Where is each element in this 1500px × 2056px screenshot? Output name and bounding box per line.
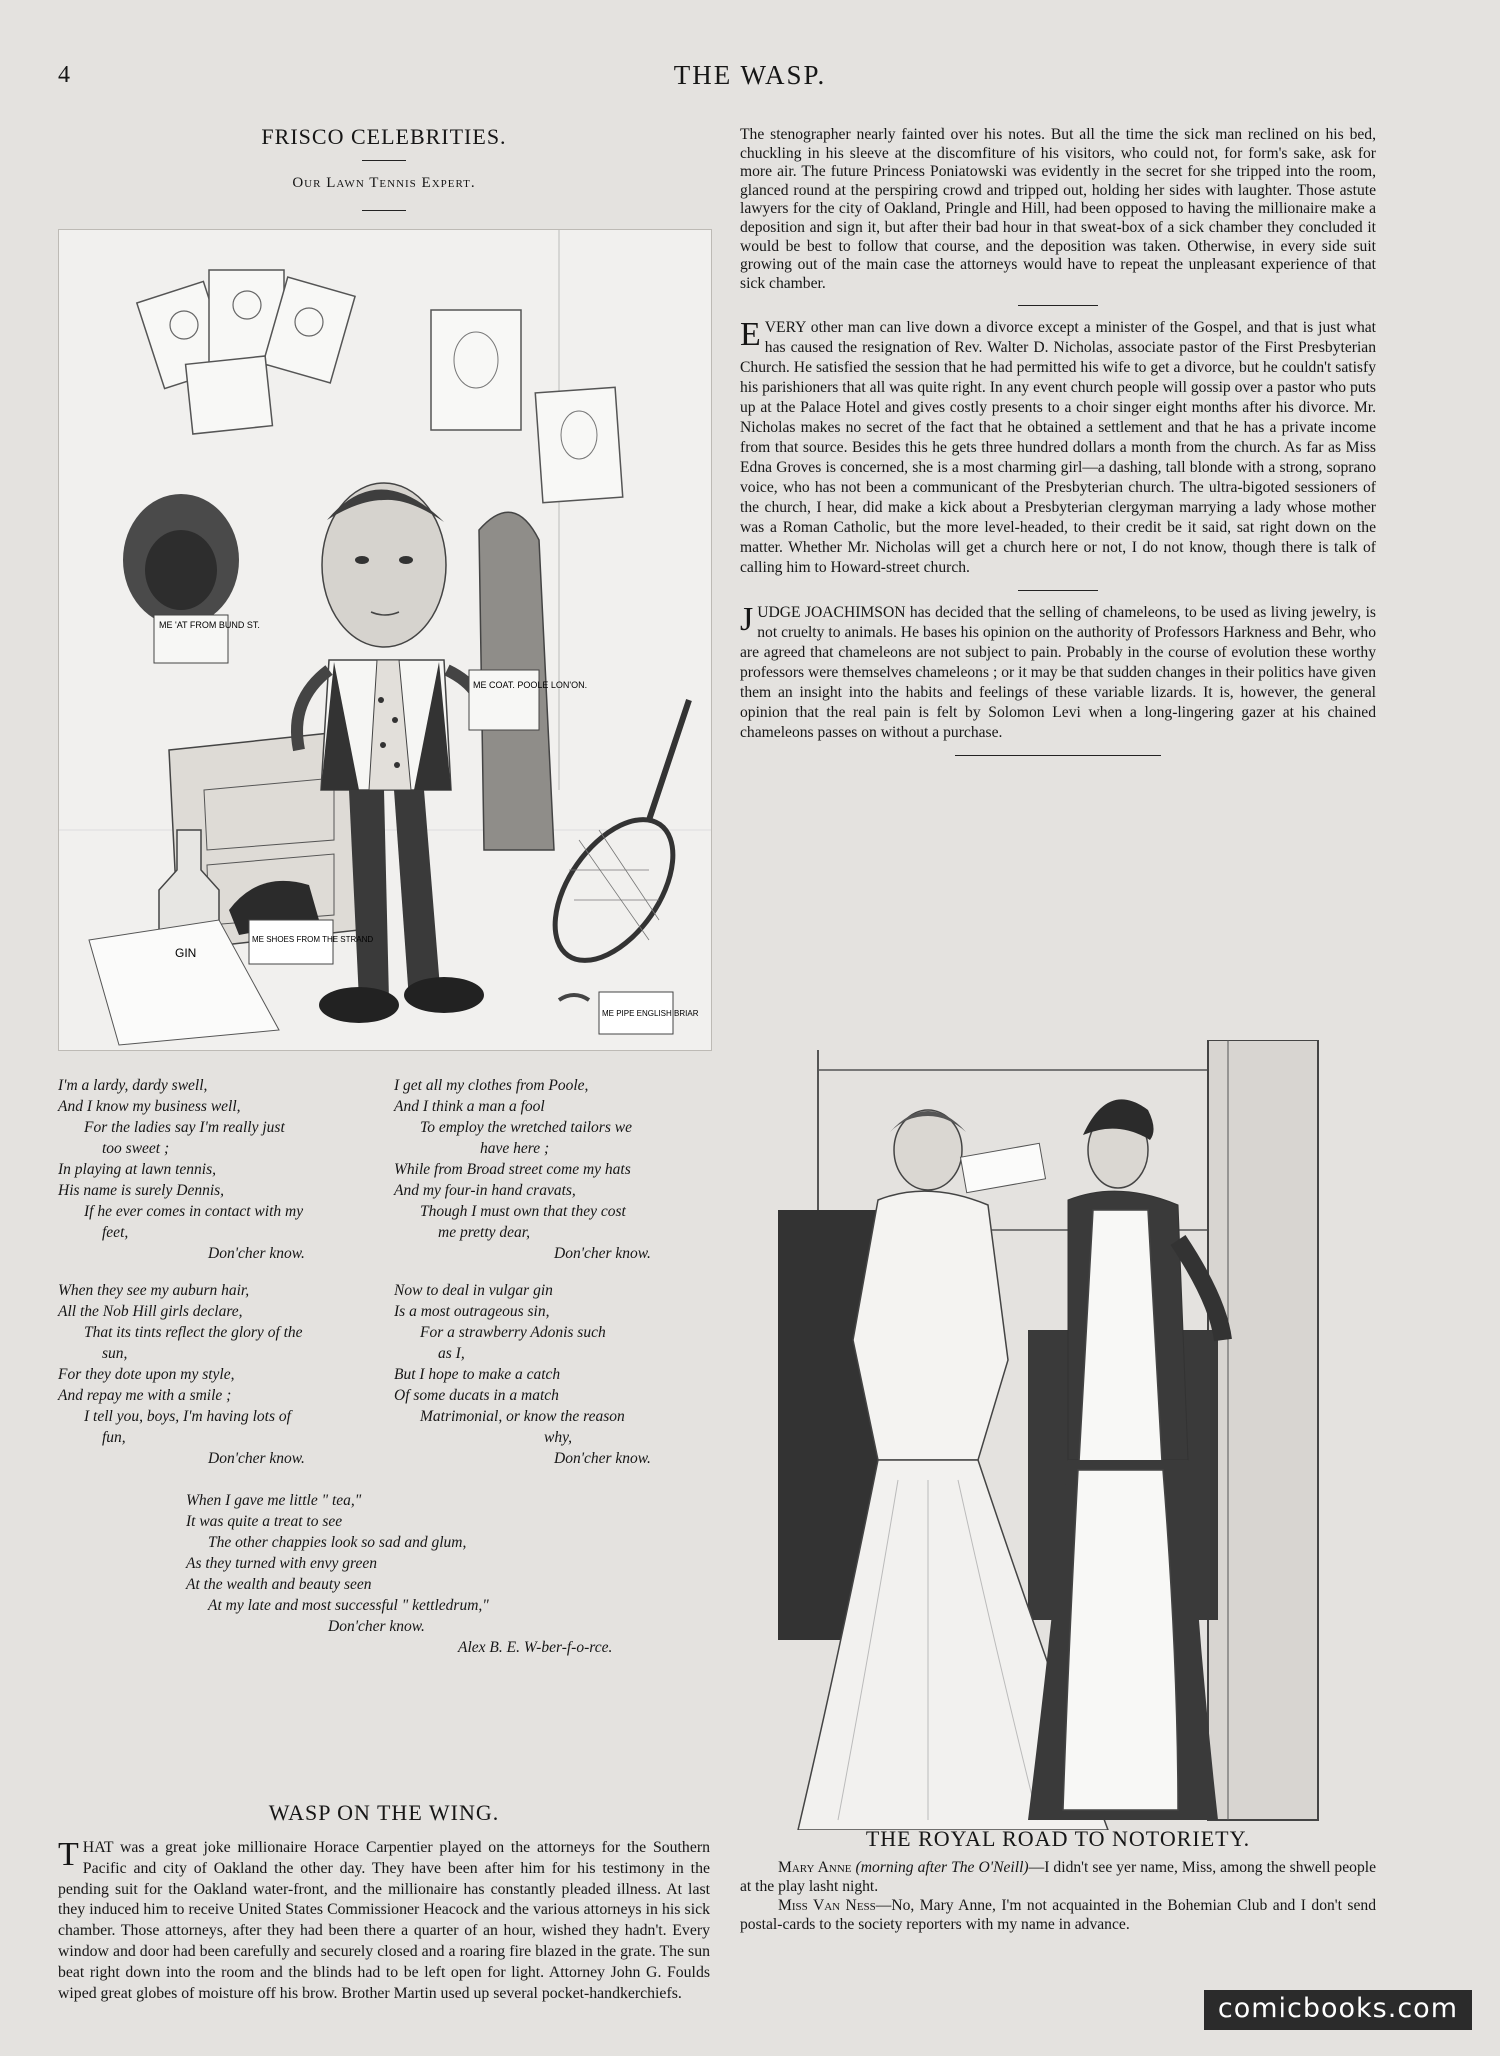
poem-line: His name is surely Dennis, — [58, 1182, 225, 1199]
stage-note: (morning after The O'Neill) — [855, 1859, 1029, 1876]
dropcap: J — [740, 601, 754, 639]
poem-line: Don'cher know. — [208, 1450, 305, 1467]
poem-line: I'm a lardy, dardy swell, — [58, 1077, 208, 1094]
poem-line: as I, — [438, 1345, 465, 1362]
poem-line: The other chappies look so sad and glum, — [208, 1534, 467, 1551]
royal-title: THE ROYAL ROAD TO NOTORIETY. — [865, 1826, 1251, 1851]
pipe-label: ME PIPE ENGLISH BRIAR — [602, 1009, 699, 1018]
poem-line: sun, — [102, 1345, 128, 1362]
poem-final-stanza — [186, 1490, 612, 1658]
poem-line: And I think a man a fool — [394, 1098, 545, 1115]
article-text: HAT was a great joke millionaire Horace Carpentier played on the attorneys for the Southern Pacific and city of Oakland the other day. They have been after him for his testimony in the pending suit for the Oakland water-front, and the millionaire has constantly pleaded illness. At last they induced him to receive United States Commissioner Heacock and the various attorneys in his sick chamber. Those attorneys, after they had been there a quarter of an hour, wished they hadn't. Every window and door had been carefully and securely closed and a roaring fire blazed in the grate. The sun beat right down into the room and the blinds had to be left open for light. Attorney John G. Foulds wiped great globes of moisture off his brow. Brother Martin used up several pocket-handkerchiefs. — [58, 1839, 710, 2002]
poem-line: When they see my auburn hair, — [58, 1282, 250, 1299]
poem-line: feet, — [102, 1224, 129, 1241]
poem-line: But I hope to make a catch — [394, 1366, 561, 1383]
poem-line: Don'cher know. — [208, 1245, 305, 1262]
subtitle-rule — [362, 210, 406, 211]
dialogue-line — [740, 1858, 1376, 1896]
poem-line: Now to deal in vulgar gin — [394, 1282, 553, 1299]
watermark: comicbooks.com — [1204, 1990, 1472, 2030]
poem-line: As they turned with envy green — [186, 1555, 377, 1572]
title-rule — [362, 160, 406, 161]
poem-line: For they dote upon my style, — [58, 1366, 235, 1383]
poem-line: Don'cher know. — [328, 1618, 425, 1635]
poem-line: For a strawberry Adonis such — [420, 1324, 606, 1341]
poem-right-column — [394, 1075, 710, 1469]
wing-article — [58, 1838, 710, 2004]
poem-line: Though I must own that they cost — [420, 1203, 626, 1220]
dialogue-text: —No, Mary Anne, I'm not acquainted in the Bohemian Club and I don't send postal-cards to the society reporters with my name in advance. — [740, 1897, 1376, 1933]
poem-line: And I know my business well, — [58, 1098, 241, 1115]
poem-line: At the wealth and beauty seen — [186, 1576, 372, 1593]
page-number: 4 — [58, 62, 70, 88]
wing-title: WASP ON THE WING. — [268, 1800, 500, 1825]
article-text: UDGE JOACHIMSON has decided that the selling of chameleons, to be used as living jewelry, is not cruelty to animals. He bases his opinion on the authority of Professors Harkness and Behr, who are agreed that chameleons are not subject to pain. Probably in the course of evolution these worthy professors were themselves chameleons ; or it may be that sudden changes in their politics have given them an insight into the habits and feelings of these variable lizards. It is, however, the general opinion that the real pain is felt by Solomon Levi when a long-lingering gazer at his chained chameleons passes on without a purchase. — [740, 604, 1376, 742]
royal-road-illustration — [778, 1040, 1338, 1830]
poem-line: At my late and most successful " kettledrum," — [208, 1597, 489, 1614]
royal-caption — [740, 1858, 1376, 1934]
poem-line: fun, — [102, 1429, 126, 1446]
poem-line: And my four-in hand cravats, — [394, 1182, 576, 1199]
section-rule — [955, 755, 1161, 756]
article-paragraph — [740, 318, 1376, 578]
section-rule — [1018, 590, 1098, 591]
poem-line: To employ the wretched tailors we — [420, 1119, 632, 1136]
dropcap: T — [58, 1836, 79, 1873]
shoes-label: ME SHOES FROM THE STRAND — [252, 935, 374, 944]
celebrities-subtitle: Our Lawn Tennis Expert. — [292, 175, 476, 191]
dialogue-line — [740, 1896, 1376, 1934]
poem-line: Matrimonial, or know the reason — [420, 1408, 625, 1425]
hat-label: ME 'AT FROM BUND ST. — [159, 620, 260, 630]
coat-label: ME COAT. POOLE LON'ON. — [473, 680, 588, 690]
masthead: THE WASP. — [673, 60, 827, 90]
poem-signature: Alex B. E. W-ber-f-o-rce. — [458, 1639, 613, 1656]
poem-line: In playing at lawn tennis, — [58, 1161, 217, 1178]
poem-line: I get all my clothes from Poole, — [394, 1077, 589, 1094]
gin-label: GIN — [175, 946, 197, 960]
poem-line: too sweet ; — [102, 1140, 170, 1157]
poem-line: Of some ducats in a match — [394, 1387, 559, 1404]
poem-line: If he ever comes in contact with my — [84, 1203, 304, 1220]
poem-line: Is a most outrageous sin, — [394, 1303, 550, 1320]
poem-line: It was quite a treat to see — [186, 1513, 343, 1530]
tennis-expert-illustration — [58, 229, 712, 1051]
poem-line: why, — [544, 1429, 572, 1446]
article-paragraph — [740, 603, 1376, 743]
right-column — [740, 126, 1376, 756]
article-paragraph: The stenographer nearly fainted over his notes. But all the time the sick man reclined on his bed, chuckling in his sleeve at the discomfiture of his visitors, who could not, for form's sake, ask for more air. The future Princess Poniatowski was evidently in the secret for she tripped into the room, glanced round at the perspiring crowd and tripped out, holding her sides with laughter. Those astute lawyers for the city of Oakland, Pringle and Hill, had been opposed to having the millionaire make a deposition and sign it, but after their bad hour in that sweat-box of a sick chamber they concluded it would be best to follow that course, and the deposition was taken. Otherwise, in every side suit growing out of the main case the attorneys would have to repeat the unpleasant experience of that sick chamber. — [740, 126, 1376, 292]
left-column — [58, 110, 710, 1467]
section-rule — [1018, 305, 1098, 306]
speaker-name: Miss Van Ness — [778, 1897, 876, 1914]
poem-line: me pretty dear, — [438, 1224, 530, 1241]
poem-left-column — [58, 1075, 380, 1469]
poem-line: have here ; — [480, 1140, 550, 1157]
celebrities-title: FRISCO CELEBRITIES. — [261, 124, 507, 149]
poem-line: While from Broad street come my hats — [394, 1161, 631, 1178]
poem — [58, 1075, 710, 1467]
article-text: VERY other man can live down a divorce except a minister of the Gospel, and that is just what has caused the resignation of Rev. Walter D. Nicholas, associate pastor of the First Presbyterian Church. He satisfied the session that he had permitted his wife to get a divorce, but he couldn't satisfy his parishioners that all was quite right. In any event church people will gossip over a pastor who puts up at the Palace Hotel and gives costly presents to a choir singer eight months after his divorce. Mr. Nicholas makes no secret of the fact that he obtained a settlement and that he has a private income from that source. Besides this he gets three hundred dollars a month from the church. As far as Miss Edna Groves is concerned, she is a most charming girl—a dashing, tall blonde with a strong, soprano voice, who has not been a communicant of the Presbyterian church. The ultra-bigoted sessioners of the church, I hear, did make a kick about a Presbyterian clergyman marrying a lady whose mother was a Roman Catholic, but the more level-headed, to their credit be it said, sat right down on the matter. Whether Mr. Nicholas will get a church here or not, I do not know, though there is talk of calling him to Howard-street church. — [740, 319, 1376, 577]
poem-line: For the ladies say I'm really just — [84, 1119, 285, 1136]
poem-line: That its tints reflect the glory of the — [84, 1324, 303, 1341]
speaker-name: Mary Anne — [778, 1859, 852, 1876]
dialogue-text: —I didn't see yer name, Miss, among the shwell people at the play lasht night. — [740, 1859, 1376, 1895]
poem-line: When I gave me little " tea," — [186, 1492, 362, 1509]
dropcap: E — [740, 316, 761, 354]
poem-line: I tell you, boys, I'm having lots of — [84, 1408, 291, 1425]
poem-line: All the Nob Hill girls declare, — [58, 1303, 243, 1320]
poem-line: Don'cher know. — [554, 1245, 651, 1262]
poem-line: Don'cher know. — [554, 1450, 651, 1467]
poem-line: And repay me with a smile ; — [58, 1387, 232, 1404]
